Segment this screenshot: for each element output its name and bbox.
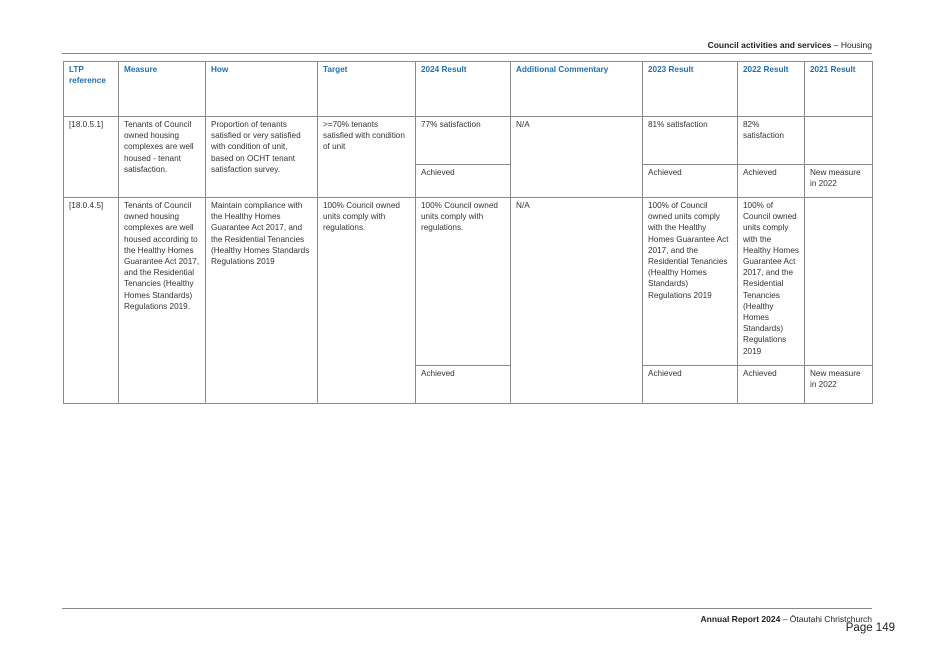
table-row: [64, 117, 873, 165]
header-section: Council activities and services: [707, 40, 832, 50]
cell-2022-result: 100% of Council owned units comply with the Healthy Homes Guarantee Act 2017, and the Residential Tenancies (Healthy Homes Standards) Regulations 2019: [738, 198, 805, 366]
cell-target: 100% Council owned units comply with regulations.: [318, 198, 416, 404]
cell-commentary: N/A: [511, 117, 643, 198]
col-header-2022-result: 2022 Result: [738, 62, 805, 117]
cell-measure: Tenants of Council owned housing complexes are well housed according to the Healthy Homes Guarantee Act 2017, and the Residential Tenancies (Healthy Homes Standards) Regulations 2019.: [119, 198, 206, 404]
cell-ltp-reference: [18.0.4.5]: [64, 198, 119, 404]
header-subsection: Housing: [840, 40, 872, 50]
cell-2022-result: 82% satisfaction: [738, 117, 805, 165]
col-header-how: How: [206, 62, 318, 117]
header-rule: [62, 53, 872, 54]
cell-2023-result: 100% of Council owned units comply with the Healthy Homes Guarantee Act 2017, and the Residential Tenancies (Healthy Homes Standards) Regulations 2019: [643, 198, 738, 366]
cell-how: Maintain compliance with the Healthy Homes Guarantee Act 2017, and the Residential Tenancies (Healthy Homes Standards Regulations 2019: [206, 198, 318, 404]
cell-2023-status: Achieved: [643, 366, 738, 404]
footer-rule: [62, 608, 872, 609]
cell-measure: Tenants of Council owned housing complexes are well housed - tenant satisfaction.: [119, 117, 206, 198]
cell-commentary: N/A: [511, 198, 643, 404]
col-header-measure: Measure: [119, 62, 206, 117]
footer-city: Ōtautahi Christchurch: [789, 614, 872, 624]
page-header: [708, 40, 872, 50]
cell-2023-status: Achieved: [643, 165, 738, 198]
footer-report-title: Annual Report 2024: [700, 614, 781, 624]
col-header-additional-commentary: Additional Commentary: [511, 62, 643, 117]
cell-2021-result: [805, 117, 873, 165]
cell-how: Proportion of tenants satisfied or very satisfied with condition of unit, based on OCHT tenant satisfaction survey.: [206, 117, 318, 198]
cell-2024-status: Achieved: [416, 165, 511, 198]
col-header-ltp-reference: LTP reference: [64, 62, 119, 117]
cell-2022-status: Achieved: [738, 366, 805, 404]
cell-2024-status: Achieved: [416, 366, 511, 404]
cell-2021-result: [805, 198, 873, 366]
cell-2021-status: New measure in 2022: [805, 165, 873, 198]
col-header-2021-result: 2021 Result: [805, 62, 873, 117]
cell-2022-status: Achieved: [738, 165, 805, 198]
footer-separator: –: [780, 614, 790, 624]
col-header-target: Target: [318, 62, 416, 117]
cell-ltp-reference: [18.0.5.1]: [64, 117, 119, 198]
header-separator: –: [831, 40, 841, 50]
table-header-row: [64, 62, 873, 117]
cell-2024-result: 77% satisfaction: [416, 117, 511, 165]
col-header-2024-result: 2024 Result: [416, 62, 511, 117]
table-row: [64, 198, 873, 366]
page-number: Page 149: [845, 622, 895, 634]
cell-2023-result: 81% satisfaction: [643, 117, 738, 165]
performance-table: [63, 61, 873, 404]
cell-2021-status: New measure in 2022: [805, 366, 873, 404]
cell-target: >=70% tenants satisfied with condition of unit: [318, 117, 416, 198]
col-header-2023-result: 2023 Result: [643, 62, 738, 117]
cell-2024-result: 100% Council owned units comply with regulations.: [416, 198, 511, 366]
